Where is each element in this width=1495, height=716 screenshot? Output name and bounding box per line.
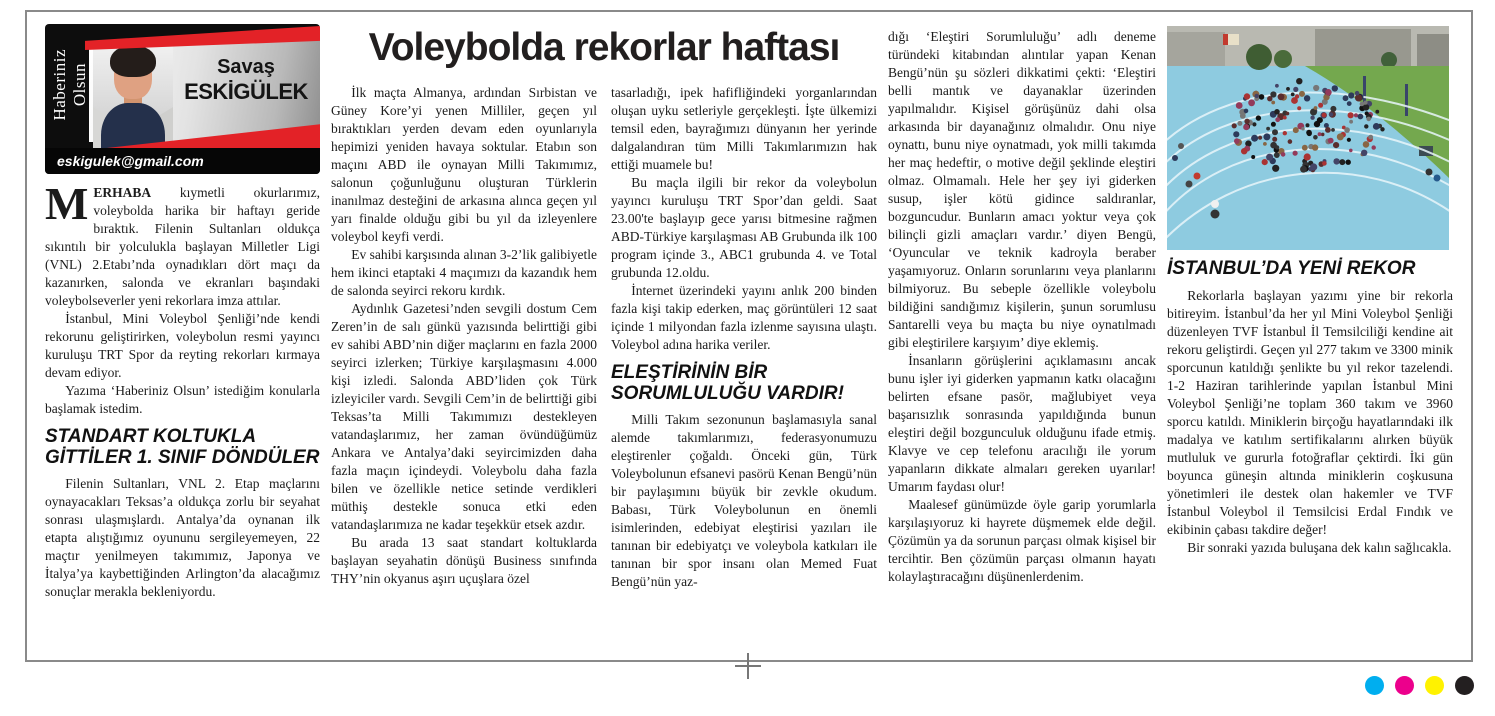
paragraph: İnsanların görüşlerini açıklamasını ancak bunu işler iyi giderken yapmanın katkı olacağını belirten efsane pasör, mağlubiyet veya başarısızlık sonrasında yapıldığında bunun eleştiri değil bozgunculuk olduğunu ifade etmiş. Klavye ve cep telefonu aracılığı ile yorum yapanların dikkate almaları gereken uyarılar! Umarım faydası olur! (888, 353, 1156, 494)
paragraph: İlk maçta Almanya, ardından Sırbistan ve Güney Kore’yi yenen Milliler, geçen yıl bıraktıkları yerden devam eden oyunlarıyla hepimizi yeniden havaya soktular. Etabın son maçını ABD ile oynayan Milli Takımımız, salonun çoğunluğunu oluşturan Türklerin inanılmaz desteğini de arkasına alınca geçen yıl yarı finalde olduğu gibi bu yıl da izleyenlere voleybol keyfi verdi. (331, 85, 597, 244)
paragraph: Yazıma ‘Haberiniz Olsun’ istediğim konularla başlamak istedim. (45, 383, 320, 416)
brand-line-1: Haberiniz (50, 49, 69, 121)
paragraph: Rekorlarla başlayan yazımı yine bir rekorla bitireyim. İstanbul’da her yıl Mini Voleybol Şenliği düzenleyen TVF İstanbul İl Temsilciliği kendine ait rekoru geliştirdi. Geçen yıl 277 takım ve 3300 minik sporcunun katıldığı şenlikte bu yıl rekor tazelendi. 1-2 Haziran tarihlerinde yapılan İstanbul Mini Voleybol Şenliği’ne toplam 360 takım ve 3960 sporcu katıldı. Miniklerin birçoğu hayatlarındaki ilk madalya ve katılım sertifikalarını alırken büyük mutluluk ve gururla fotoğraflar çektirdi. İki gün boyunca güneşin altında miniklerin coşkusuna yönetimleri ile destek olan hakemler ve TVF İstanbul Voleybol il Temsilcisi Erdal Fındık ve ekibinin çabası takdire değer! (1167, 287, 1453, 537)
black-dot-icon (1455, 676, 1474, 695)
brand-line-2: Olsun (70, 63, 89, 107)
yellow-dot-icon (1425, 676, 1444, 695)
section-subhead: STANDART KOLTUKLA GİTTİLER 1. SINIF DÖNDÜLER (45, 426, 320, 468)
section-subhead: ELEŞTİRİNİN BİR SORUMLULUĞU VARDIR! (611, 362, 844, 404)
column-3 (611, 84, 877, 591)
crowd-photo (1167, 26, 1449, 250)
columnist-photo (93, 41, 173, 149)
author-name (180, 56, 312, 105)
paragraph: Bu maçla ilgili bir rekor da voleybolun yayıncı kuruluşu TRT Spor’dan geldi. Saat 23.00'te başlayıp gece yarısı bitmesine rağmen ABD-Türkiye karşılaşması AB Grubunda ilk 100 program içinde 3., ABC1 grubunda 4. ve Total grubunda 12.oldu. (611, 175, 877, 280)
columnist-badge (45, 24, 320, 174)
section-subhead: İSTANBUL’DA YENİ REKOR (1167, 258, 1416, 279)
paragraph: İstanbul, Mini Voleybol Şenliği’nde kendi rekorunu geliştirirken, voleybolun resmi yayıncı kuruluşu TRT Spor da reyting rekorları kırmaya devam ediyor. (45, 311, 320, 380)
paragraph: Aydınlık Gazetesi’nden sevgili dostum Cem Zeren’in de salı günkü yazısında belirttiği gibi ev sahibi ABD’nin diğer maçlarını en fazla 2000 seyirci izlerken; Türkiye karşılaşmasını 4.000 kişi izledi. Salonda ABD’liden çok Türk izleyiciler vardı. Sevgili Cem’in de belirttiği gibi Teksas’ta Milli Takımımızı destekleyen vatandaşlarımız, her zaman övündüğümüz Ankara ve Antalya’daki seyircimizden daha fazla maçın içindeydi. Voleybolu daha fazla bilen ve özellikle netice setinde verdikleri müthiş destekle sonuca etki eden vatandaşlarımıza ne kadar teşekkür etsek azdır. (331, 301, 597, 532)
column-1 (45, 24, 320, 660)
cyan-dot-icon (1365, 676, 1384, 695)
center-block (331, 24, 877, 660)
paragraph: İnternet üzerindeki yayını anlık 200 binden fazla kişi takip ederken, maç görüntüleri 12 saat içinde 1 milyondan fazla izlenme sayısına ulaştı. Voleybol adına harika veriler. (611, 283, 877, 352)
author-last-name: ESKİGÜLEK (184, 79, 308, 104)
paragraph: Bu arada 13 saat standart koltuklarda başlayan seyahatin dönüşü Business sınıfında THY’nin okyanus aşırı uçuşlara özel (331, 535, 597, 586)
paragraph: Bir sonraki yazıda buluşana dek kalın sağlıcakla. (1187, 539, 1452, 555)
column-2 (331, 84, 597, 591)
paragraph: dığı ‘Eleştiri Sorumluluğu’ adlı deneme türündeki kitabından alıntılar yapan Kenan Bengü’nün şu sözleri dikkatimi çekti: ‘Eleştiri belli mantık ve dayanaklar üzerinden yapılmalıdır. Kişisel görüşünüz dahi olsa arkasında bir dayanağınız olmalıdır. Onu niye oynattı, bunu niye oynatmadı, yok milli takımda her maç hedeftir, o motive değil şeklinde eleştiri olmaz. Olmamalı. Hele her şey iyi giderken susup, işler kötü gidince saldıranlar, bozguncudur. Bunların amacı yoktur veya çok bilinçli gizli amaçları vardır.’ diyen Bengü, ‘Oyuncular ve teknik kadroyla beraber yaşamıyoruz. Onların sorunlarını veya planlarını bilmiyoruz. Bu sebeple özellikle voleybolu bildiğini sandığımız kişilerin, şunun sorumlusu Santarelli veya bu maçta bu niye oynatılmadı gibi eleştirilere karşıyım’ diye eklemiş. (888, 29, 1156, 350)
magenta-dot-icon (1395, 676, 1414, 695)
article-headline: Voleybolda rekorlar haftası (368, 26, 840, 69)
paragraph: Ev sahibi karşısında alınan 3-2’lik galibiyetle hem ikinci etaptaki 4 maçımızı da kazandık hem de salonda seyirci rekoru kırdık. (331, 247, 597, 298)
registration-cross-icon (735, 653, 761, 679)
paragraph: Maalesef günümüzde öyle garip yorumlarla karşılaşıyoruz ki hayrete düşmemek elde değil. Çözümün ya da sorunun parçası olmak kişisel bir tercihtir. Ben çözümün parçası olmanın hayatı kolaylaştıracağını düşünenlerdenim. (888, 497, 1156, 584)
drop-cap: M (45, 178, 89, 229)
registration-dots (1365, 676, 1474, 695)
paragraph: MERHABA kıymetli okurlarımız, voleybolda harika bir haftayı geride bıraktık. Filenin Sultanları oldukça sıkıntılı bir yolculukla başlayan Milletler Ligi (VNL) 2.Etabı’nda oynadıkları dört maçı da kazanırken, salonda ve ekranları başındaki voleybolseverler yeni rekorlara imza attılar. (45, 178, 320, 308)
email-bar (45, 148, 320, 174)
column-5 (1167, 24, 1453, 660)
paragraph: Filenin Sultanları, VNL 2. Etap maçlarını oynayacakları Teksas’a oldukça zorlu bir seyahat sonrası ulaşmışlardı. Antalya’da oynanan ilk etapta alıştığımız oyununu sergileyemeyen, 22 maçtır yenilmeyen takımımız, Japonya ve İtalya’ya kaybettiğinden Arlington’da alacağımız sonuçlar merakla bekleniyordu. (45, 476, 320, 600)
paragraph: tasarladığı, ipek hafifliğindeki yorganlarından oluşan uyku setleriyle gerçekleşti. İşte ülkemizi temsil eden, bayrağımızı dünyanın her yerinde dalgalandıran tüm Milli Takımlarımızın hak ettiği muamele bu! (611, 85, 877, 172)
author-first-name: Savaş (217, 56, 275, 78)
article-frame (25, 10, 1473, 662)
author-email: eskigulek@gmail.com (57, 153, 204, 169)
column-4 (888, 24, 1156, 660)
paragraph: Milli Takım sezonunun başlamasıyla sanal alemde takımlarımızı, federasyonumuzu eleştirenler çoğaldı. Önceki gün, Türk Voleybolunun efsanevi pasörü Kenan Bengü’nün bir paylaşımını büyük bir zevkle okudum. Babası, Türk Voleybolunun en önemli isimlerinden, edebiyat eleştirisi yazıları ile tanınan bir edebiyatçı ve voleybola katkıları ile tanınan bir spor insanı olan Memed Fuat Bengü’nün yaz- (611, 412, 877, 590)
